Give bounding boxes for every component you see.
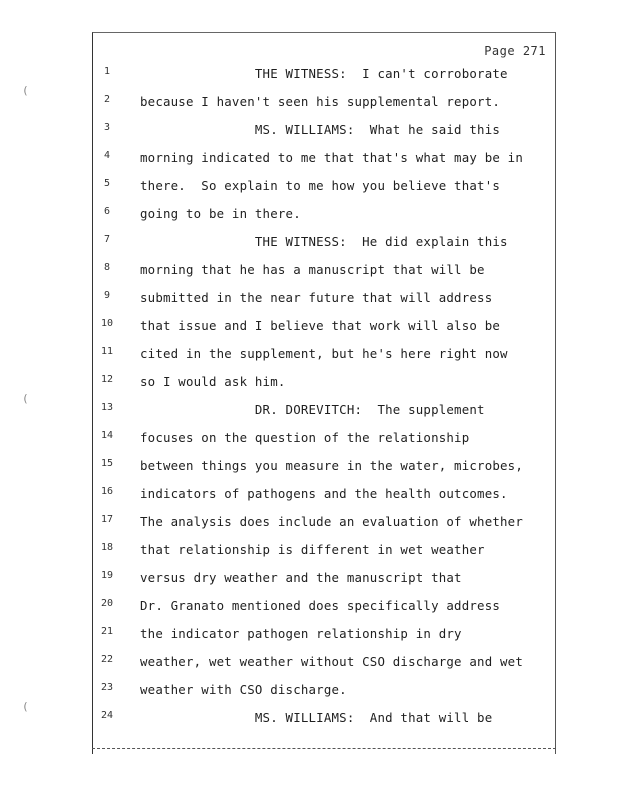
- binding-hole-mark: (: [22, 84, 29, 97]
- transcript-line: weather with CSO discharge.: [140, 682, 347, 697]
- transcript-line: going to be in there.: [140, 206, 301, 221]
- transcript-line: that relationship is different in wet weather: [140, 542, 485, 557]
- line-number: 19: [100, 570, 114, 581]
- transcript-line: THE WITNESS: He did explain this: [140, 234, 508, 249]
- line-number: 3: [103, 122, 111, 133]
- transcript-line: weather, wet weather without CSO discharge and wet: [140, 654, 523, 669]
- transcript-line: the indicator pathogen relationship in dry: [140, 626, 462, 641]
- line-number: 6: [103, 206, 111, 217]
- transcript-line: cited in the supplement, but he's here right now: [140, 346, 508, 361]
- transcript-line: indicators of pathogens and the health outcomes.: [140, 486, 508, 501]
- line-number: 12: [100, 374, 114, 385]
- transcript-line: morning indicated to me that that's what may be in: [140, 150, 523, 165]
- line-number: 4: [103, 150, 111, 161]
- transcript-line: MS. WILLIAMS: What he said this: [140, 122, 501, 137]
- transcript-line: MS. WILLIAMS: And that will be: [140, 710, 493, 725]
- transcript-line: Dr. Granato mentioned does specifically address: [140, 598, 501, 613]
- transcript-line: THE WITNESS: I can't corroborate: [140, 66, 508, 81]
- transcript-line: DR. DOREVITCH: The supplement: [140, 402, 485, 417]
- line-number: 17: [100, 514, 114, 525]
- transcript-page-frame: [92, 32, 556, 754]
- line-number: 2: [103, 94, 111, 105]
- transcript-line: because I haven't seen his supplemental report.: [140, 94, 501, 109]
- line-number: 13: [100, 402, 114, 413]
- transcript-line: so I would ask him.: [140, 374, 286, 389]
- line-number: 8: [103, 262, 111, 273]
- line-number: 5: [103, 178, 111, 189]
- binding-hole-mark: (: [22, 700, 29, 713]
- line-number: 10: [100, 318, 114, 329]
- transcript-line: submitted in the near future that will address: [140, 290, 493, 305]
- transcript-line: focuses on the question of the relationship: [140, 430, 470, 445]
- line-number: 1: [103, 66, 111, 77]
- line-number: 16: [100, 486, 114, 497]
- transcript-line: between things you measure in the water, microbes,: [140, 458, 523, 473]
- line-number: 22: [100, 654, 114, 665]
- line-number: 9: [103, 290, 111, 301]
- line-number: 11: [100, 346, 114, 357]
- transcript-line: morning that he has a manuscript that will be: [140, 262, 485, 277]
- line-number: 7: [103, 234, 111, 245]
- line-number: 24: [100, 710, 114, 721]
- transcript-line: versus dry weather and the manuscript that: [140, 570, 462, 585]
- line-number: 21: [100, 626, 114, 637]
- transcript-line: The analysis does include an evaluation of whether: [140, 514, 523, 529]
- line-number: 18: [100, 542, 114, 553]
- bottom-rule: [92, 748, 556, 749]
- binding-hole-mark: (: [22, 392, 29, 405]
- line-number: 23: [100, 682, 114, 693]
- line-number: 20: [100, 598, 114, 609]
- transcript-line: that issue and I believe that work will also be: [140, 318, 501, 333]
- line-number: 15: [100, 458, 114, 469]
- transcript-line: there. So explain to me how you believe that's: [140, 178, 501, 193]
- page-number: Page 271: [484, 44, 546, 58]
- line-number: 14: [100, 430, 114, 441]
